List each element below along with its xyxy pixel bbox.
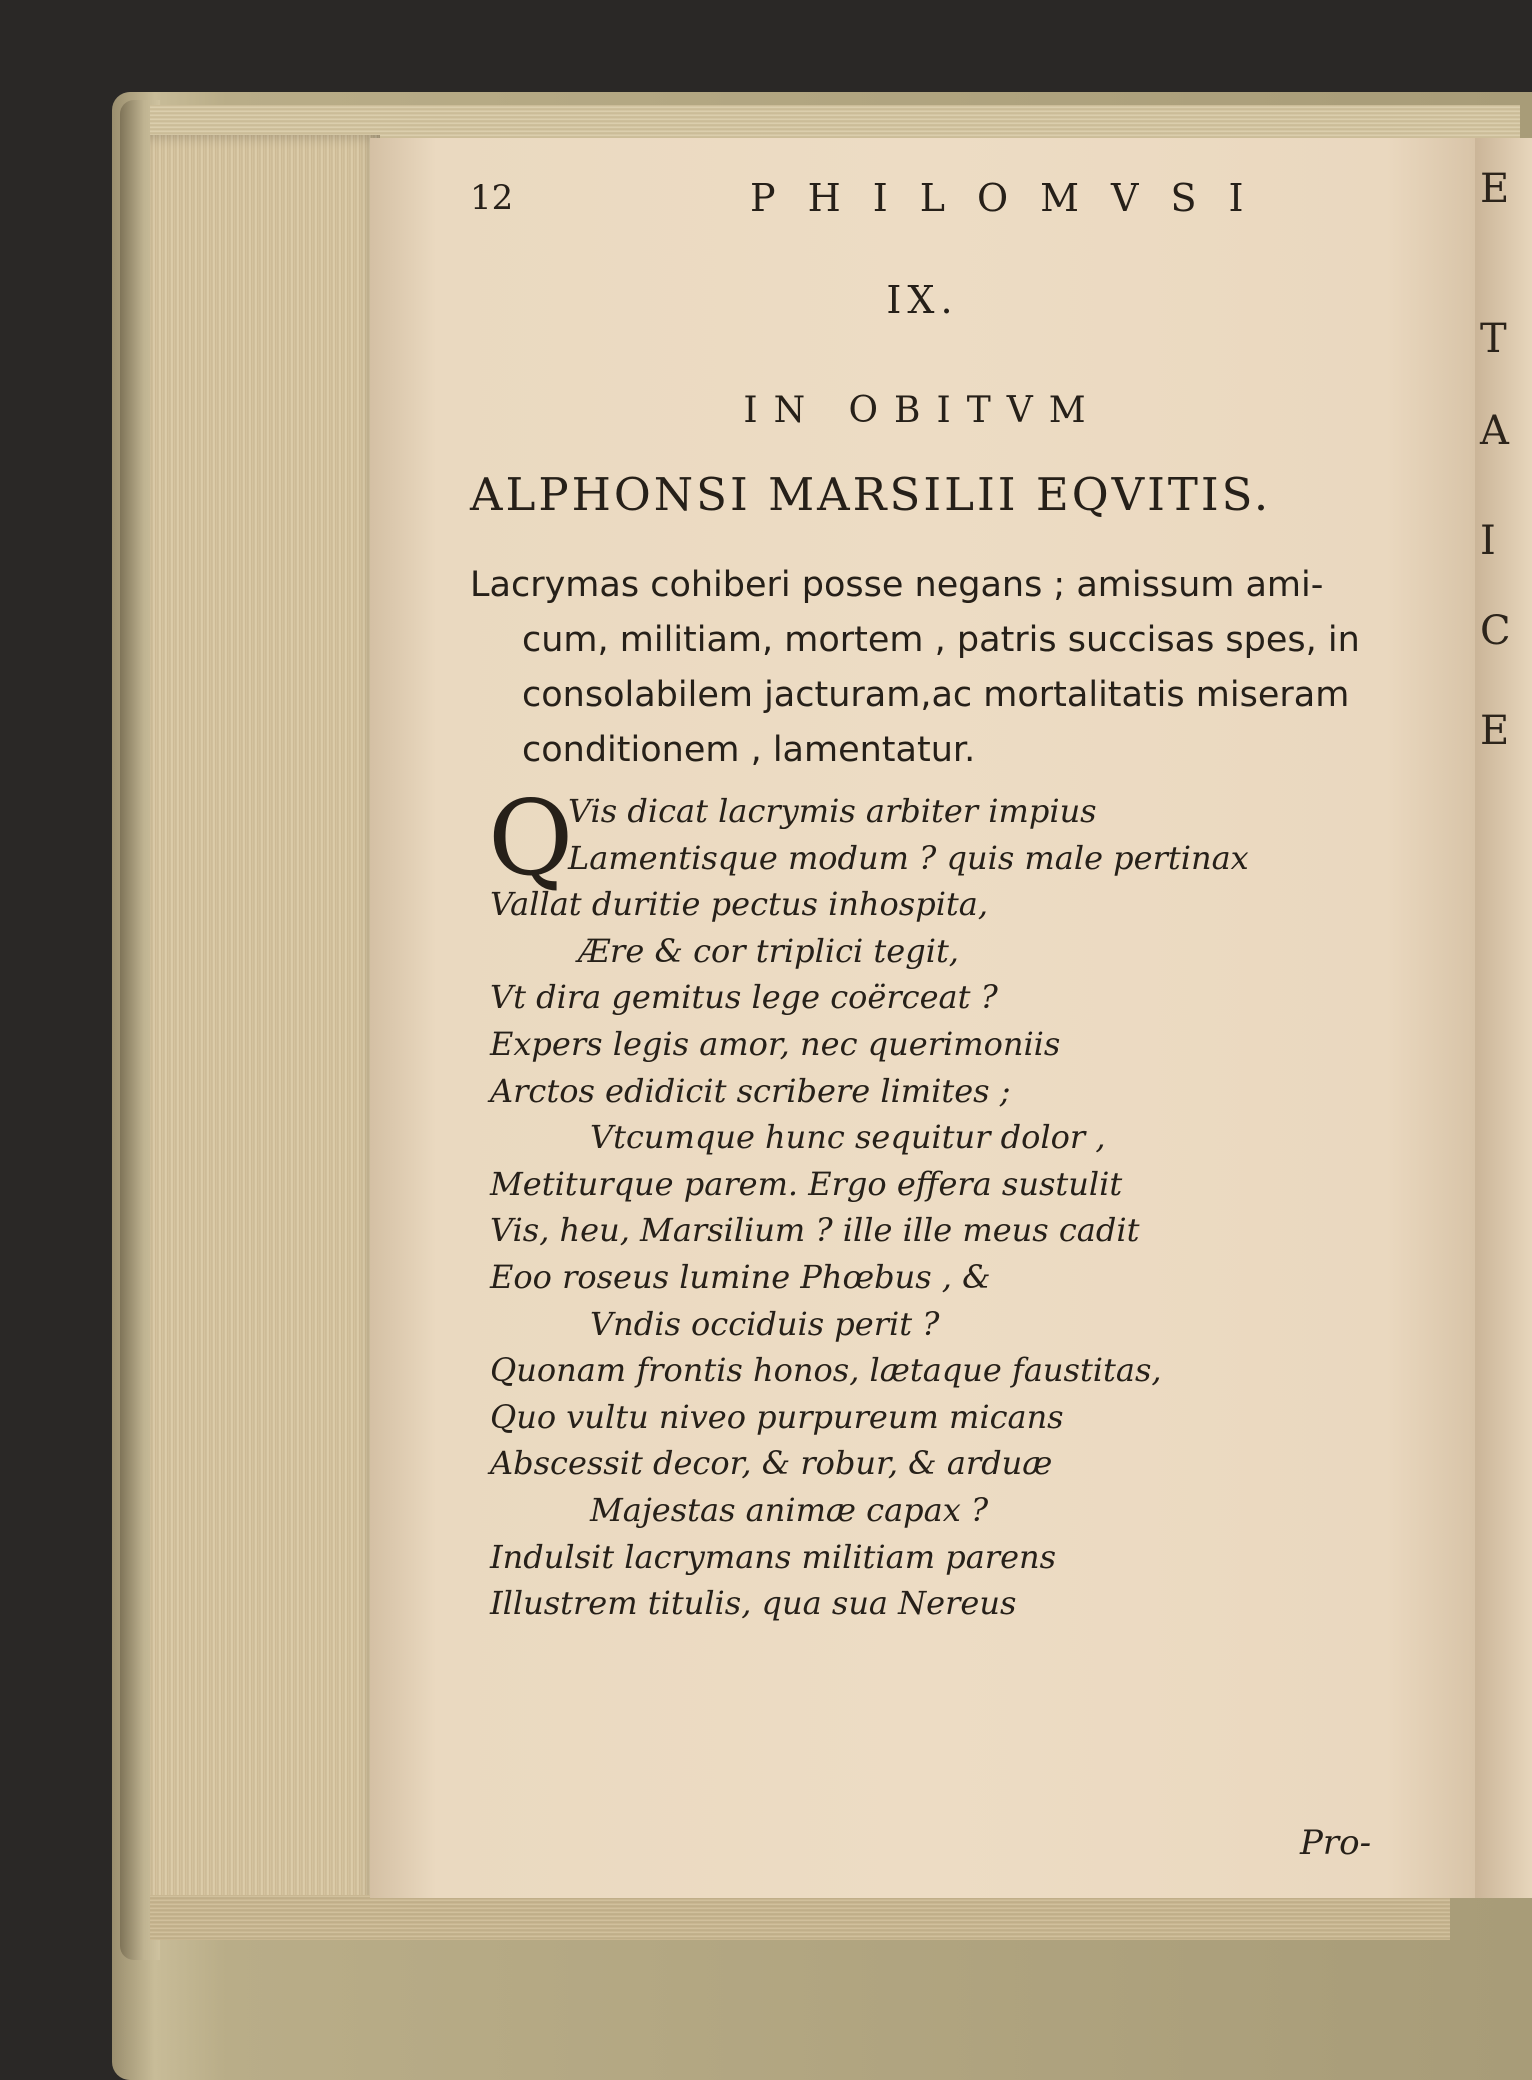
poem-line: Lamentisque modum ? quis male pertinax bbox=[568, 838, 1249, 877]
facing-page-letter: I bbox=[1480, 518, 1496, 564]
poem-line: Vndis occiduis perit ? bbox=[590, 1304, 940, 1343]
poem-body bbox=[488, 777, 1249, 1627]
catchword: Pro- bbox=[1300, 1823, 1372, 1863]
poem-line: Eoo roseus lumine Phœbus , & bbox=[490, 1257, 991, 1296]
argument-paragraph bbox=[470, 558, 1360, 778]
poem-line: Quo vultu niveo purpureum micans bbox=[490, 1397, 1064, 1436]
poem-title-line-2: ALPHONSI MARSILII EQVITIS. bbox=[470, 468, 1272, 521]
poem-line: Vis dicat lacrymis arbiter impius bbox=[568, 792, 1097, 830]
poem-line: Quonam frontis honos, lætaque faustitas, bbox=[490, 1351, 1162, 1390]
drop-cap: Q bbox=[488, 777, 574, 899]
poem-line: Vallat duritie pectus inhospita, bbox=[490, 885, 989, 924]
poem-line: Abscessit decor, & robur, & arduæ bbox=[490, 1444, 1053, 1483]
page-fore-edge bbox=[150, 135, 380, 1910]
poem-line: Vt dira gemitus lege coërceat ? bbox=[490, 978, 998, 1017]
facing-page-letter: T bbox=[1480, 316, 1507, 362]
facing-page bbox=[1470, 138, 1532, 1898]
argument-line: Lacrymas cohiberi posse negans ; amissum ami- bbox=[470, 565, 1324, 605]
facing-page-letter: A bbox=[1480, 408, 1509, 454]
poem-line: Vtcumque hunc sequitur dolor , bbox=[590, 1118, 1106, 1157]
poem-line: Illustrem titulis, qua sua Nereus bbox=[490, 1584, 1017, 1623]
poem-line: Metiturque parem. Ergo effera sustulit bbox=[490, 1164, 1123, 1203]
poem-line: Vis, heu, Marsilium ? ille ille meus cadit bbox=[490, 1211, 1140, 1250]
argument-line: conditionem , lamentatur. bbox=[522, 730, 976, 770]
facing-page-letter: C bbox=[1480, 608, 1511, 654]
poem-line: Ære & cor triplici tegit, bbox=[578, 931, 959, 970]
poem-title-line-1: IN OBITVM bbox=[743, 390, 1102, 431]
page-number: 12 bbox=[470, 178, 514, 218]
page-bottom-edges bbox=[150, 1895, 1450, 1940]
facing-page-letter: E bbox=[1480, 166, 1510, 212]
poem-line: Arctos edidicit scribere limites ; bbox=[490, 1071, 1011, 1110]
poem-line: Indulsit lacrymans militiam parens bbox=[490, 1537, 1057, 1576]
poem-line: Expers legis amor, nec querimoniis bbox=[490, 1024, 1061, 1063]
argument-line: cum, militiam, mortem , patris succisas spes, in bbox=[522, 620, 1360, 660]
facing-page-letter: E bbox=[1480, 708, 1510, 754]
chapter-number: IX. bbox=[886, 278, 959, 322]
book-page bbox=[370, 138, 1475, 1898]
running-head: PHILOMVSI bbox=[750, 176, 1276, 220]
poem-line: Majestas animæ capax ? bbox=[590, 1490, 989, 1529]
argument-line: consolabilem jacturam,ac mortalitatis miseram bbox=[522, 675, 1350, 715]
